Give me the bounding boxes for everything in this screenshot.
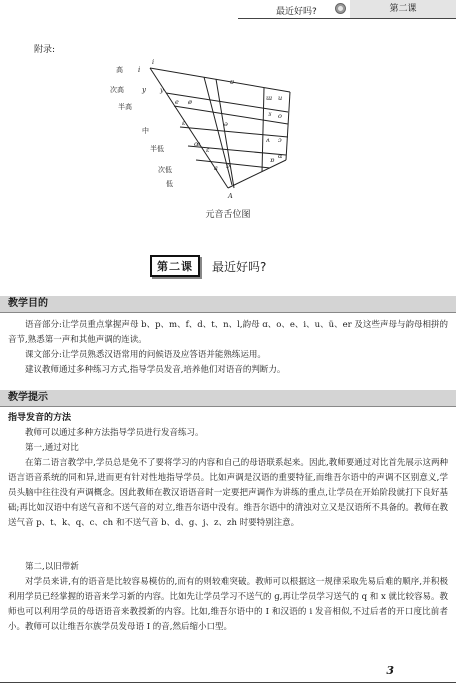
front-unrounded-vowel: i — [138, 66, 141, 74]
vowel-symbol: A — [228, 192, 233, 200]
hint-paragraph: 对学员来讲,有的语音是比较容易模仿的,而有的则较难突破。教师可以根据这一规律采取先易后难的顺序,并积极利用学员已经掌握的语音来学习新的内容。比如先让学员学习不送气的 ɡ,再让学员学习送气的 q 和 x 就比较容易。教师也可以利用学员的母语语音来教授新的内容。比如,维吾尔语中的 I 和汉语的 i 发音相似,不过后者的开口度比前者小。教师可以让维吾尔族学员发母语 I 的音,然后缩小口型。 — [8, 577, 448, 632]
vowel-symbol: œ — [194, 140, 201, 148]
running-header-tab: 第二课 — [350, 0, 456, 18]
height-label-near-low: 次低 — [158, 166, 172, 174]
page-number: 3 — [386, 664, 394, 677]
hint-paragraph: 第一,通过对比 — [25, 443, 79, 453]
height-label-high-mid: 半高 — [118, 103, 132, 111]
hint-paragraph: 教师可以通过多种方法指导学员进行发音练习。 — [25, 428, 204, 438]
height-label-low: 低 — [166, 180, 173, 188]
vowel-symbol: i — [152, 58, 155, 66]
height-label-low-mid: 半低 — [150, 145, 164, 153]
vowel-symbol: e — [175, 98, 179, 106]
subheading-pronunciation-method: 指导发音的方法 — [8, 413, 72, 423]
vowel-symbol: ʊ — [230, 78, 235, 86]
hint-paragraph: 第二,以旧带新 — [25, 562, 79, 572]
front-rounded-vowel: y — [142, 86, 146, 94]
footer-rule — [0, 682, 456, 683]
objective-paragraph: 语音部分:让学员重点掌握声母 b、p、m、f、d、t、n、l,韵母 ɑ、o、e、i、u、ü、er 及这些声母与韵母相拼的音节,熟悉第一声和其他声调的连读。 — [8, 320, 448, 345]
vowel-symbol: ɔ — [278, 136, 282, 144]
vowel-symbol: ε — [182, 119, 186, 127]
running-header-title: 最近好吗? — [276, 7, 317, 17]
height-label-near-high: 次高 — [110, 86, 124, 94]
appendix-label: 附录: — [34, 45, 56, 55]
lesson-title: 最近好吗? — [212, 259, 267, 274]
lesson-number-badge: 第二课 — [150, 255, 200, 277]
figure-caption: 元音舌位图 — [205, 210, 251, 220]
vowel-symbol: ɯ — [266, 94, 273, 102]
vowel-symbol: u — [278, 94, 283, 102]
height-label-mid: 中 — [142, 127, 149, 135]
height-label-high: 高 — [116, 66, 123, 74]
vowel-symbol: y — [160, 86, 164, 94]
objective-paragraph: 建议教师通过多种练习方式,指导学员发音,培养他们对语音的判断力。 — [25, 365, 286, 375]
vowel-symbol: o — [278, 112, 282, 120]
vowel-symbol: ʌ — [266, 136, 270, 144]
vowel-symbol: ɐ — [226, 162, 230, 170]
vowel-symbol: a — [214, 164, 218, 172]
objective-paragraph: 课文部分:让学员熟悉汉语常用的问候语及应答语并能熟练运用。 — [25, 350, 266, 360]
section-heading-objectives: 教学目的 — [0, 296, 456, 313]
vowel-symbol: ɑ — [278, 152, 283, 160]
vowel-symbol: ɛ — [206, 146, 210, 154]
vowel-symbol: ɤ — [268, 110, 272, 118]
vowel-symbol: ø — [188, 98, 192, 106]
vowel-symbol: ɒ — [270, 156, 275, 164]
lesson-heading — [150, 255, 266, 277]
vowel-symbol: ə — [224, 120, 228, 128]
section-heading-hints: 教学提示 — [0, 390, 456, 407]
vowel-chart — [0, 0, 456, 205]
hint-paragraph: 在第二语言教学中,学员总是免不了要将学习的内容和自己的母语联系起来。因此,教师要通过对比首先展示这两种语言语音系统的同和异,进而更有针对性地指导学员。比如声调是汉语的重要特征,而维吾尔语中的声调不区别意义,学员头脑中往往没有声调概念。因此教师在教汉语语音时一定要把声调作为讲练的重点,让学员在开始阶段就打下良好基础;再比如汉语中有送气音和不送气音的对立,维吾尔语中没有。维吾尔语中的清浊对立又是汉语所不具备的。教师在教送气音 p、t、k、q、c、ch 和不送气音 b、d、g、j、z、zh 时要特别注意。 — [8, 458, 448, 528]
